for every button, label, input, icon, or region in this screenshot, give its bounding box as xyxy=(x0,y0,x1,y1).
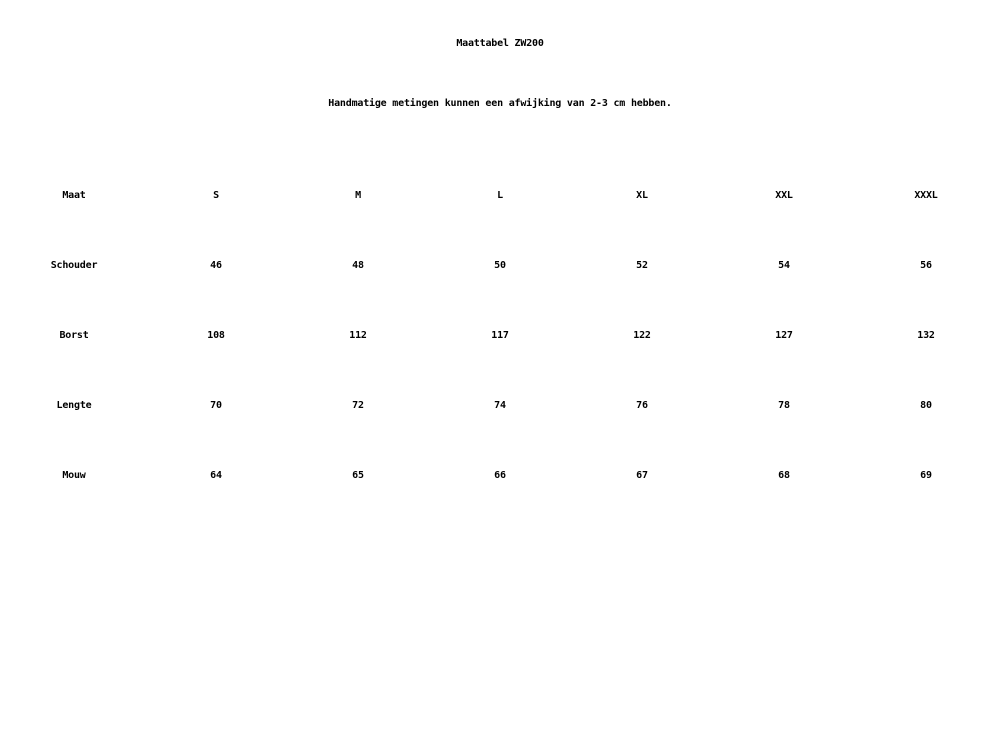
table-cell: 65 xyxy=(352,469,364,481)
table-cell: 117 xyxy=(491,329,509,341)
table-row xyxy=(3,370,997,440)
table-cell: 66 xyxy=(494,469,506,481)
row-label: Borst xyxy=(59,329,89,341)
table-cell: 76 xyxy=(636,399,648,411)
table-cell: 48 xyxy=(352,259,364,271)
header-cell-size: XXXL xyxy=(914,189,938,201)
table-cell: 108 xyxy=(207,329,225,341)
table-cell: 72 xyxy=(352,399,364,411)
header-cell-label: Maat xyxy=(62,189,86,201)
page-subtitle: Handmatige metingen kunnen een afwijking van 2-3 cm hebben. xyxy=(328,98,672,109)
table-cell: 64 xyxy=(210,469,222,481)
table-cell: 132 xyxy=(917,329,935,341)
row-label: Schouder xyxy=(50,259,98,271)
table-cell: 50 xyxy=(494,259,506,271)
table-cell: 56 xyxy=(920,259,932,271)
table-cell: 80 xyxy=(920,399,932,411)
table-cell: 122 xyxy=(633,329,651,341)
table-cell: 69 xyxy=(920,469,932,481)
header-cell-size: L xyxy=(497,189,503,201)
table-cell: 74 xyxy=(494,399,506,411)
table-row xyxy=(3,300,997,370)
table-cell: 67 xyxy=(636,469,648,481)
header-cell-size: M xyxy=(355,189,361,201)
header-cell-size: XXL xyxy=(775,189,793,201)
header-cell-size: XL xyxy=(636,189,648,201)
table-header-row xyxy=(3,160,997,230)
table-row xyxy=(3,440,997,510)
page-title: Maattabel ZW200 xyxy=(456,38,544,49)
table-cell: 68 xyxy=(778,469,790,481)
table-cell: 52 xyxy=(636,259,648,271)
table-cell: 70 xyxy=(210,399,222,411)
size-table xyxy=(3,160,997,510)
table-cell: 78 xyxy=(778,399,790,411)
table-cell: 54 xyxy=(778,259,790,271)
header-cell-size: S xyxy=(213,189,219,201)
row-label: Mouw xyxy=(62,469,86,481)
table-cell: 127 xyxy=(775,329,793,341)
table-cell: 112 xyxy=(349,329,367,341)
table-row xyxy=(3,230,997,300)
table-cell: 46 xyxy=(210,259,222,271)
row-label: Lengte xyxy=(56,399,92,411)
